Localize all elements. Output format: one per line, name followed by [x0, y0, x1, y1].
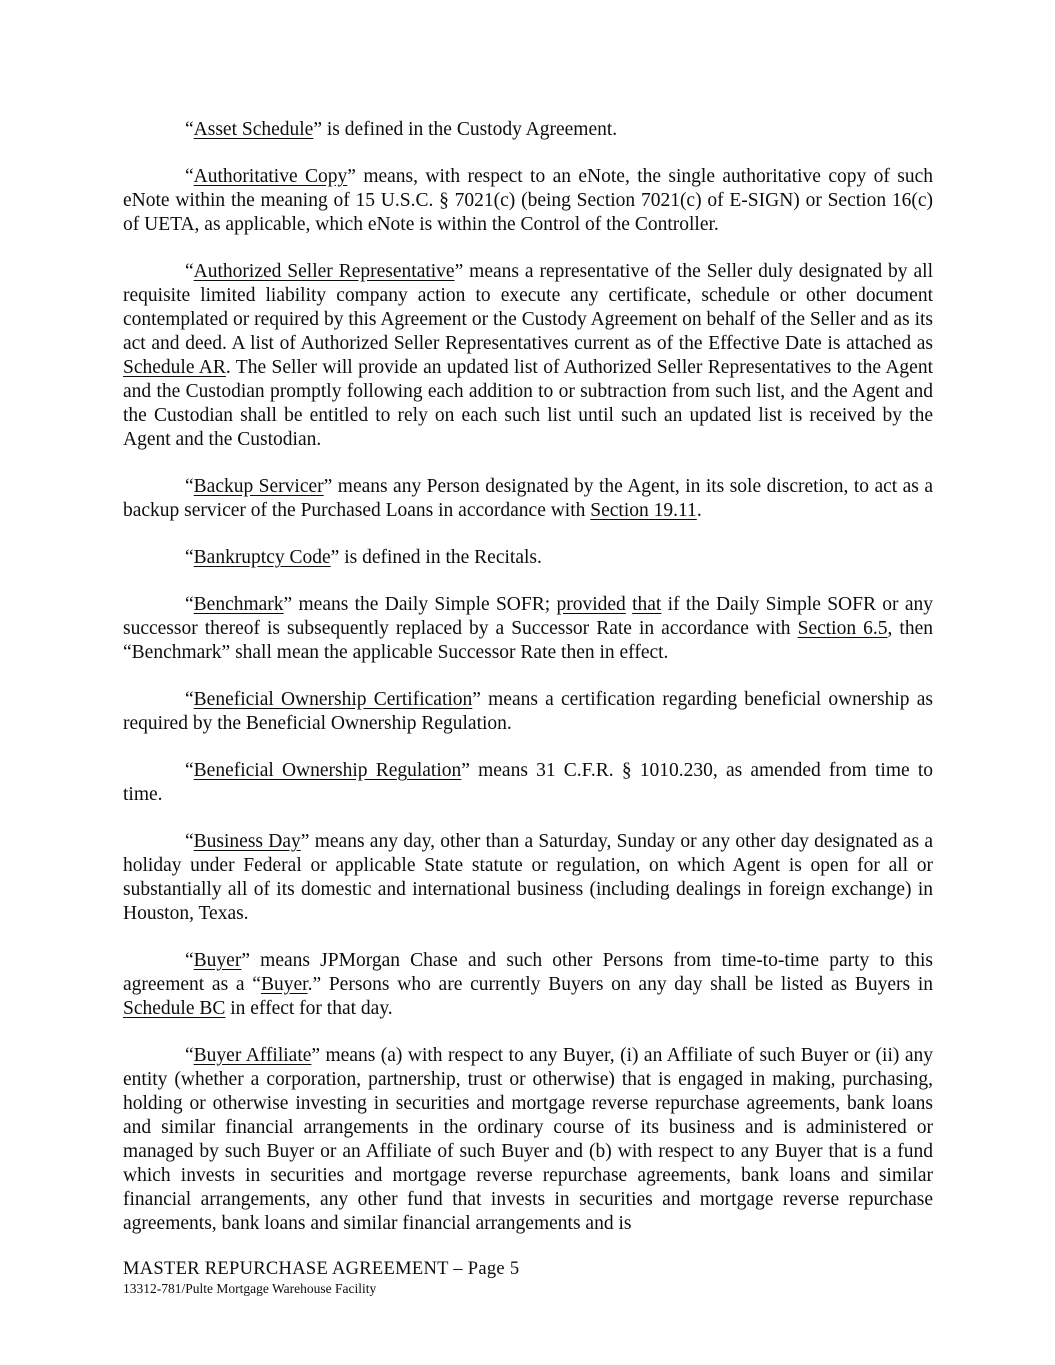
text-run: “ [185, 547, 194, 568]
text-run: ” is defined in the Custody Agreement. [313, 119, 618, 140]
underlined-term: Asset Schedule [193, 119, 314, 140]
paragraph-beneficial-ownership-regulation [123, 759, 933, 807]
underlined-term: provided [556, 594, 626, 615]
text-run: “ [185, 476, 194, 497]
paragraph-beneficial-ownership-certification [123, 688, 933, 736]
underlined-term: Authorized Seller Representative [193, 261, 455, 282]
underlined-term: Schedule BC [123, 998, 226, 1019]
text-run: ” means JPMorgan Chase and such other Persons from time-to-time party to this agreement as a “ [123, 950, 933, 995]
text-run: ” is defined in the Recitals. [330, 547, 542, 568]
paragraph-buyer-affiliate [123, 1044, 933, 1236]
text-run: “ [185, 166, 194, 187]
text-run: ” means, with respect to an eNote, the single authoritative copy of such eNote within the meaning of 15 U.S.C. § 7021(c) (being Section 7021(c) of E-SIGN) or Section 16(c) of UETA, as applicable, which eNote is within the Control of the Controller. [123, 166, 933, 235]
text-run: “ [185, 594, 194, 615]
definitions [123, 118, 933, 1236]
text-run: “ [185, 261, 194, 282]
text-run: “ [185, 119, 194, 140]
text-run: ” means a representative of the Seller duly designated by all requisite limited liability company action to execute any certificate, schedule or other document contemplated or required by this Agreement or the Custody Agreement on behalf of the Seller and as its act and deed. A list of Authorized Seller Representatives current as of the Effective Date is attached as [123, 261, 933, 354]
underlined-term: Schedule AR [123, 357, 226, 378]
text-run: . The Seller will provide an updated list of Authorized Seller Representatives to the Agent and the Custodian promptly following each addition to or subtraction from such list, and the Agent and the Custodian shall be entitled to rely on each such list until such an updated list is received by the Agent and the Custodian. [123, 357, 933, 450]
paragraph-authoritative-copy [123, 165, 933, 237]
text-run: ” means any day, other than a Saturday, Sunday or any other day designated as a holiday under Federal or applicable State statute or regulation, on which Agent is open for all or substantially all of its domestic and international business (including dealings in foreign exchange) in Houston, Texas. [123, 831, 933, 924]
text-run: “ [185, 689, 194, 710]
underlined-term: Bankruptcy Code [193, 547, 331, 568]
text-run: “ [185, 831, 194, 852]
paragraph-buyer [123, 949, 933, 1021]
underlined-term: Backup Servicer [193, 476, 324, 497]
underlined-term: Buyer Affiliate [193, 1045, 312, 1066]
paragraph-backup-servicer [123, 475, 933, 523]
underlined-term: Beneficial Ownership Regulation [193, 760, 462, 781]
text-run: ” means a certification regarding beneficial ownership as required by the Beneficial Ownership Regulation. [123, 689, 933, 734]
paragraph-benchmark [123, 593, 933, 665]
underlined-term: Business Day [193, 831, 301, 852]
underlined-term: Section 19.11 [590, 500, 697, 521]
text-run: . [696, 500, 702, 521]
paragraph-business-day [123, 830, 933, 926]
footer-subtitle: 13312-781/Pulte Mortgage Warehouse Facility [123, 1281, 377, 1296]
page-footer [123, 1258, 933, 1297]
text-run: ” means the Daily Simple SOFR; [283, 594, 557, 615]
underlined-term: Benchmark [193, 594, 284, 615]
footer-title: MASTER REPURCHASE AGREEMENT – Page 5 [123, 1259, 520, 1279]
text-run: “ [185, 1045, 194, 1066]
text-run: if the Daily Simple SOFR or any successor thereof is subsequently replaced by a Successor Rate in accordance with [123, 594, 933, 639]
underlined-term: Section 6.5 [797, 618, 888, 639]
text-run: ” means any Person designated by the Agent, in its sole discretion, to act as a backup servicer of the Purchased Loans in accordance with [123, 476, 933, 521]
text-run: “ [185, 760, 194, 781]
text-run: “ [185, 950, 194, 971]
paragraph-authorized-seller-representative [123, 260, 933, 452]
text-run: in effect for that day. [225, 998, 393, 1019]
underlined-term: that [632, 594, 662, 615]
text-run: ” means 31 C.F.R. § 1010.230, as amended from time to time. [123, 760, 933, 805]
text-run: .” Persons who are currently Buyers on any day shall be listed as Buyers in [307, 974, 933, 995]
underlined-term: Authoritative Copy [193, 166, 348, 187]
underlined-term: Buyer [260, 974, 308, 995]
text-run: ” means (a) with respect to any Buyer, (i) an Affiliate of such Buyer or (ii) any entity (whether a corporation, partnership, trust or otherwise) that is engaged in making, purchasing, holding or otherwise investing in securities and mortgage reverse repurchase agreements, bank loans and similar financial arrangements in the ordinary course of its business and is administered or managed by such Buyer or an Affiliate of such Buyer and (b) with respect to any Buyer that is a fund which invests in securities and mortgage reverse repurchase agreements, bank loans and similar financial arrangements, any other fund that invests in securities and mortgage reverse repurchase agreements, bank loans and similar financial arrangements and is [123, 1045, 933, 1234]
underlined-term: Buyer [193, 950, 242, 971]
paragraph-bankruptcy-code [123, 546, 933, 570]
text-run: , then “Benchmark” shall mean the applicable Successor Rate then in effect. [123, 618, 933, 663]
paragraph-asset-schedule [123, 118, 933, 142]
underlined-term: Beneficial Ownership Certification [193, 689, 473, 710]
